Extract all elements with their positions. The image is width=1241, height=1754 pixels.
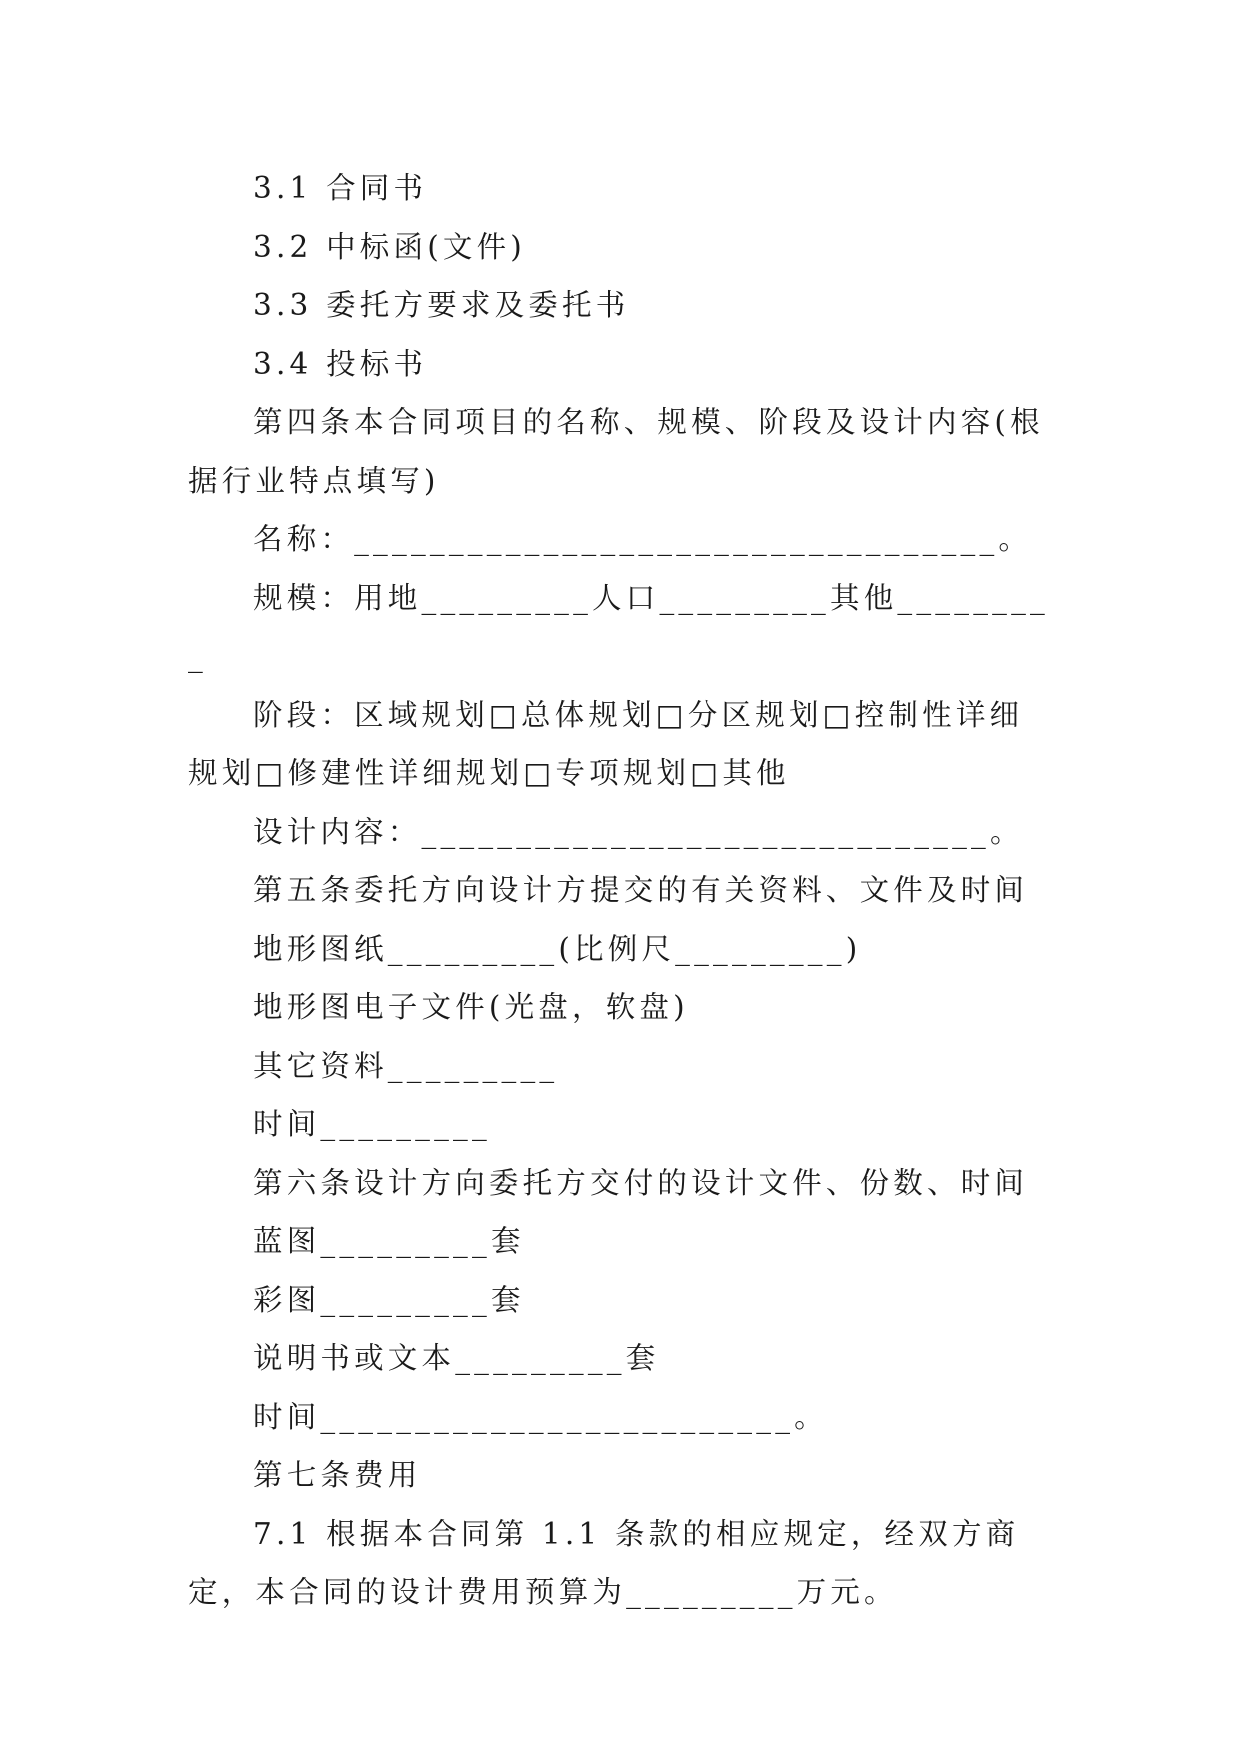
- paragraph-7-1: 7.1 根据本合同第 1.1 条款的相应规定，经双方商定，本合同的设计费用预算为_________万元。: [188, 1516, 1020, 1609]
- stage-line: 阶段：区域规划□总体规划□分区规划□控制性详细规划□修建性详细规划□专项规划□其他: [188, 697, 1024, 790]
- article-7-heading: 第七条费用: [253, 1458, 422, 1492]
- paragraph-3-2: 3.2 中标函(文件): [253, 229, 527, 264]
- article-5-heading: 第五条委托方向设计方提交的有关资料、文件及时间: [253, 873, 1029, 907]
- time-line-1: 时间_________: [253, 1107, 491, 1141]
- paragraph-3-3: 3.3 委托方要求及委托书: [253, 288, 630, 322]
- color-drawing-line: 彩图_________套: [253, 1282, 525, 1317]
- topographic-electronic-line: 地形图电子文件(光盘，软盘): [253, 990, 689, 1024]
- other-materials-line: 其它资料_________: [253, 1048, 559, 1083]
- article-6-heading: 第六条设计方向委托方交付的设计文件、份数、时间: [253, 1165, 1029, 1200]
- article-4-heading: 第四条本合同项目的名称、规模、阶段及设计内容(根据行业特点填写): [188, 405, 1044, 498]
- manual-line: 说明书或文本_________套: [253, 1341, 660, 1375]
- time-line-2: 时间_________________________。: [253, 1399, 828, 1434]
- name-line: 名称：__________________________________。: [253, 522, 1033, 556]
- blueprint-line: 蓝图_________套: [253, 1224, 525, 1258]
- paragraph-3-1: 3.1 合同书: [253, 171, 428, 205]
- scale-line: 规模：用地_________人口_________其他_________: [188, 580, 1050, 673]
- design-content-line: 设计内容：______________________________。: [253, 814, 1024, 849]
- topographic-drawing-line: 地形图纸_________(比例尺_________): [253, 931, 862, 966]
- paragraph-3-4: 3.4 投标书: [253, 346, 428, 381]
